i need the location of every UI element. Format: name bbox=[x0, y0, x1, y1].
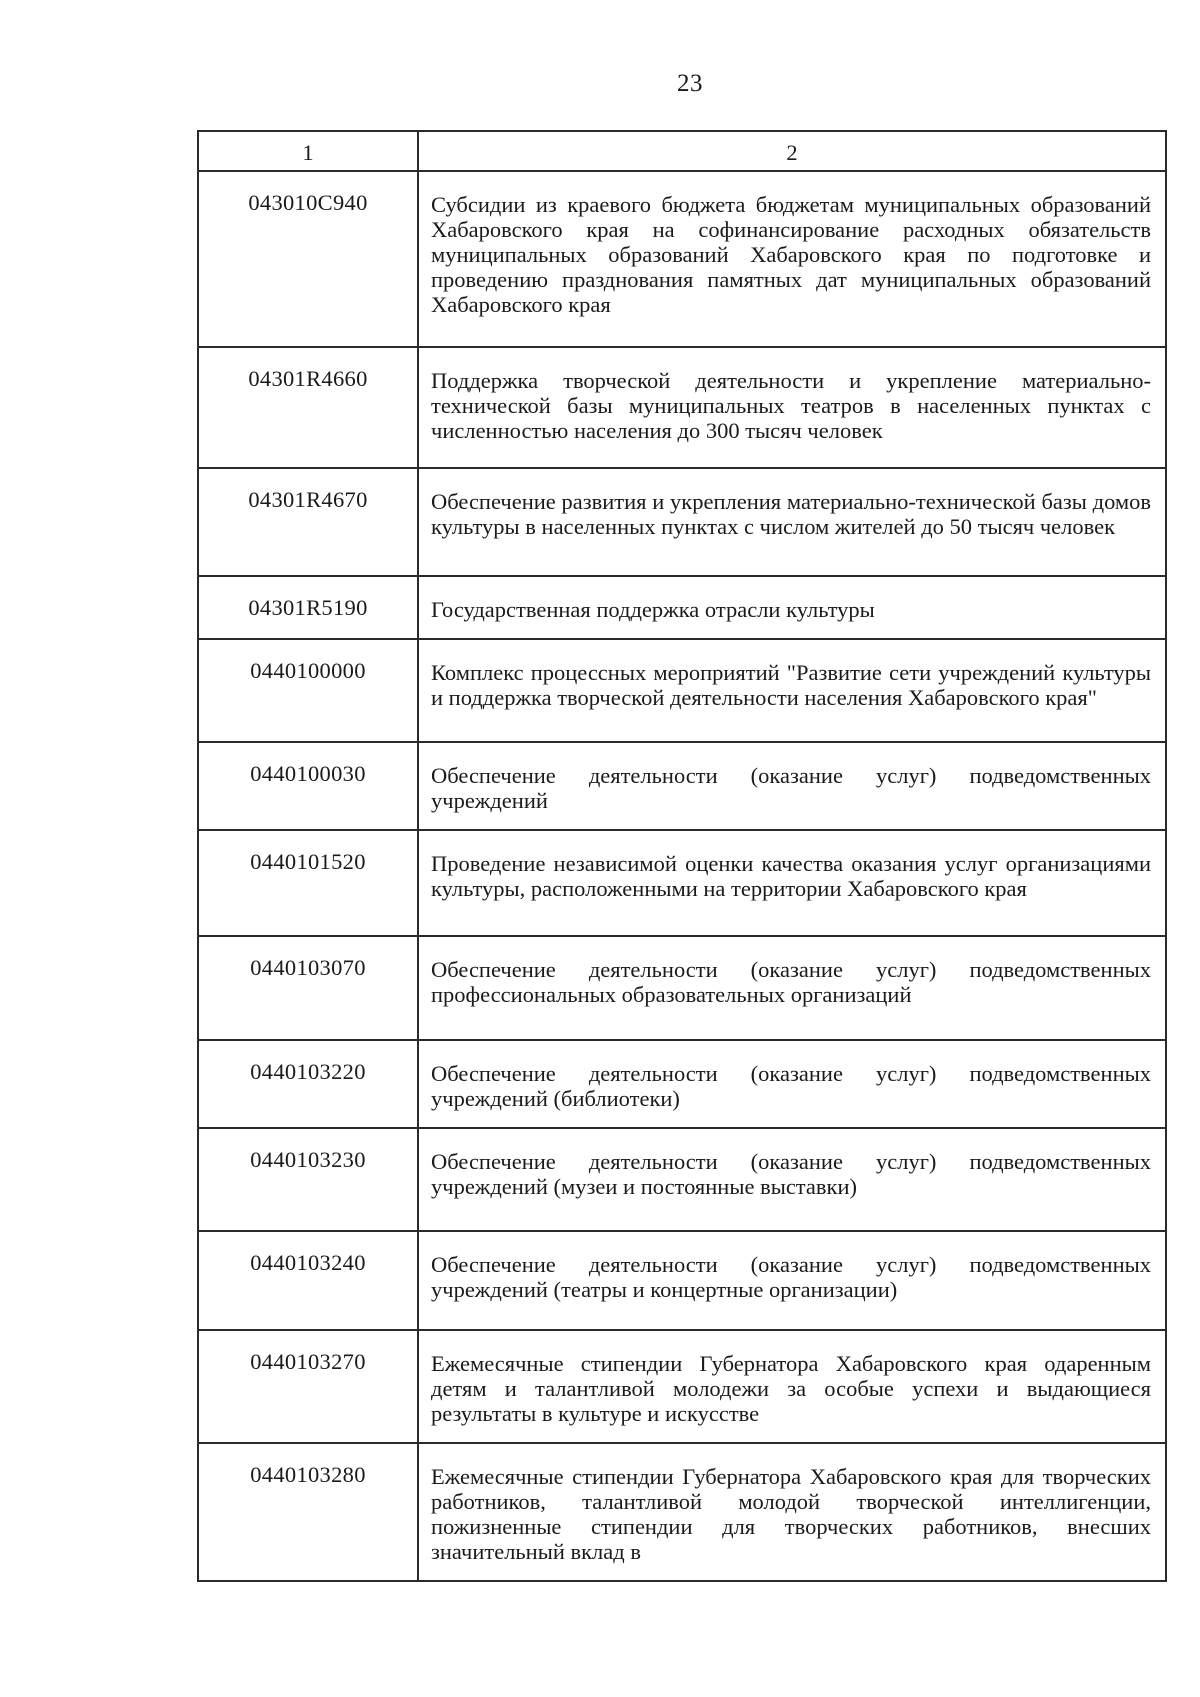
expense-description: Обеспечение развития и укрепления материально-технической базы домов культуры в населенных пунктах с числом жителей до 50 тысяч человек bbox=[418, 468, 1166, 576]
expense-description: Обеспечение деятельности (оказание услуг) подведомственных учреждений bbox=[418, 742, 1166, 830]
classification-code: 0440100000 bbox=[198, 639, 418, 742]
table-row bbox=[198, 171, 1166, 347]
expense-description: Обеспечение деятельности (оказание услуг) подведомственных учреждений (музеи и постоянные выставки) bbox=[418, 1128, 1166, 1231]
table-row bbox=[198, 639, 1166, 742]
table-row bbox=[198, 1128, 1166, 1231]
expense-description: Комплекс процессных мероприятий "Развитие сети учреждений культуры и поддержка творческой деятельности населения Хабаровского края" bbox=[418, 639, 1166, 742]
classification-code: 0440103220 bbox=[198, 1040, 418, 1128]
table-row bbox=[198, 576, 1166, 639]
table bbox=[197, 130, 1167, 1582]
table-row bbox=[198, 742, 1166, 830]
table-row bbox=[198, 1330, 1166, 1443]
table-row bbox=[198, 1231, 1166, 1330]
table-row bbox=[198, 468, 1166, 576]
budget-classification-table bbox=[197, 130, 1165, 1582]
classification-code: 0440100030 bbox=[198, 742, 418, 830]
classification-code: 0440103240 bbox=[198, 1231, 418, 1330]
classification-code: 0440101520 bbox=[198, 830, 418, 936]
classification-code: 0440103070 bbox=[198, 936, 418, 1040]
expense-description: Обеспечение деятельности (оказание услуг) подведомственных учреждений (театры и концертные организации) bbox=[418, 1231, 1166, 1330]
expense-description: Поддержка творческой деятельности и укрепление материально-технической базы муниципальных театров в населенных пунктах с численностью населения до 300 тысяч человек bbox=[418, 347, 1166, 468]
expense-description: Ежемесячные стипендии Губернатора Хабаровского края для творческих работников, талантливой молодой творческой интеллигенции, пожизненные стипендии для творческих работников, внесших значительный вклад в bbox=[418, 1443, 1166, 1581]
column-header-2: 2 bbox=[418, 131, 1166, 171]
table-row bbox=[198, 1040, 1166, 1128]
classification-code: 043010C940 bbox=[198, 171, 418, 347]
classification-code: 04301R5190 bbox=[198, 576, 418, 639]
table-header-row bbox=[198, 131, 1166, 171]
classification-code: 0440103280 bbox=[198, 1443, 418, 1581]
page-number: 23 bbox=[677, 70, 703, 97]
expense-description: Ежемесячные стипендии Губернатора Хабаровского края одаренным детям и талантливой молодежи за особые успехи и выдающиеся результаты в культуре и искусстве bbox=[418, 1330, 1166, 1443]
table-row bbox=[198, 936, 1166, 1040]
classification-code: 0440103230 bbox=[198, 1128, 418, 1231]
expense-description: Обеспечение деятельности (оказание услуг) подведомственных профессиональных образовательных организаций bbox=[418, 936, 1166, 1040]
table-row bbox=[198, 347, 1166, 468]
classification-code: 0440103270 bbox=[198, 1330, 418, 1443]
expense-description: Обеспечение деятельности (оказание услуг) подведомственных учреждений (библиотеки) bbox=[418, 1040, 1166, 1128]
classification-code: 04301R4660 bbox=[198, 347, 418, 468]
table-row bbox=[198, 1443, 1166, 1581]
column-header-1: 1 bbox=[198, 131, 418, 171]
table-row bbox=[198, 830, 1166, 936]
classification-code: 04301R4670 bbox=[198, 468, 418, 576]
expense-description: Субсидии из краевого бюджета бюджетам муниципальных образований Хабаровского края на софинансирование расходных обязательств муниципальных образований Хабаровского края по подготовке и проведению празднования памятных дат муниципальных образований Хабаровского края bbox=[418, 171, 1166, 347]
expense-description: Проведение независимой оценки качества оказания услуг организациями культуры, расположенными на территории Хабаровского края bbox=[418, 830, 1166, 936]
expense-description: Государственная поддержка отрасли культуры bbox=[418, 576, 1166, 639]
table-body bbox=[198, 171, 1166, 1581]
